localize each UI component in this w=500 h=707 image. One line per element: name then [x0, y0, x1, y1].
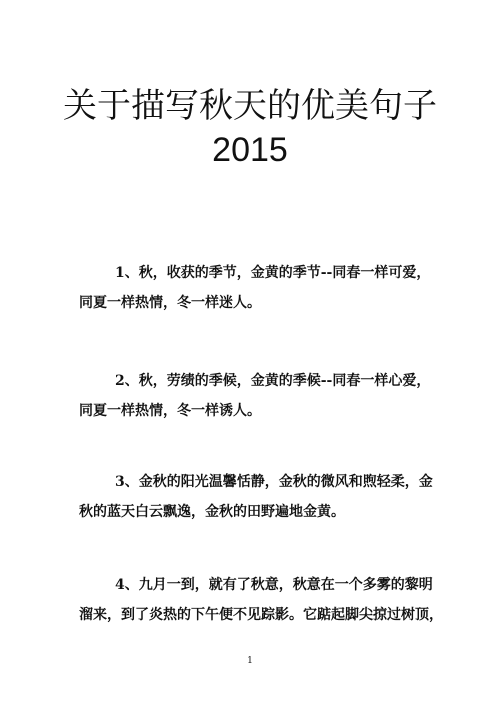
paragraph-line: 同夏一样热情，冬一样迷人。: [79, 295, 261, 311]
page-number: 1: [247, 656, 253, 666]
paragraph-4: [79, 570, 443, 630]
paragraph-line: 4、九月一到，就有了秋意，秋意在一个多雾的黎明: [115, 577, 433, 593]
paragraph-1: [79, 258, 429, 318]
paragraph-3: [79, 467, 433, 527]
paragraph-line: 1、秋，收获的季节，金黄的季节--同春一样可爱，: [115, 265, 431, 281]
paragraph-line: 溜来，到了炎热的下午便不见踪影。它踮起脚尖掠过树顶，: [79, 607, 443, 623]
paragraph-2: [79, 366, 429, 426]
paragraph-line: 3、金秋的阳光温馨恬静，金秋的微风和煦轻柔，金: [115, 474, 433, 490]
paragraph-line: 秋的蓝天白云飘逸，金秋的田野遍地金黄。: [79, 504, 345, 520]
document-title: 关于描写秋天的优美句子: [63, 86, 437, 126]
paragraph-line: 同夏一样热情，冬一样诱人。: [79, 403, 261, 419]
document-title-year: 2015: [212, 131, 288, 169]
paragraph-line: 2、秋，劳绩的季候，金黄的季候--同春一样心爱，: [115, 373, 431, 389]
